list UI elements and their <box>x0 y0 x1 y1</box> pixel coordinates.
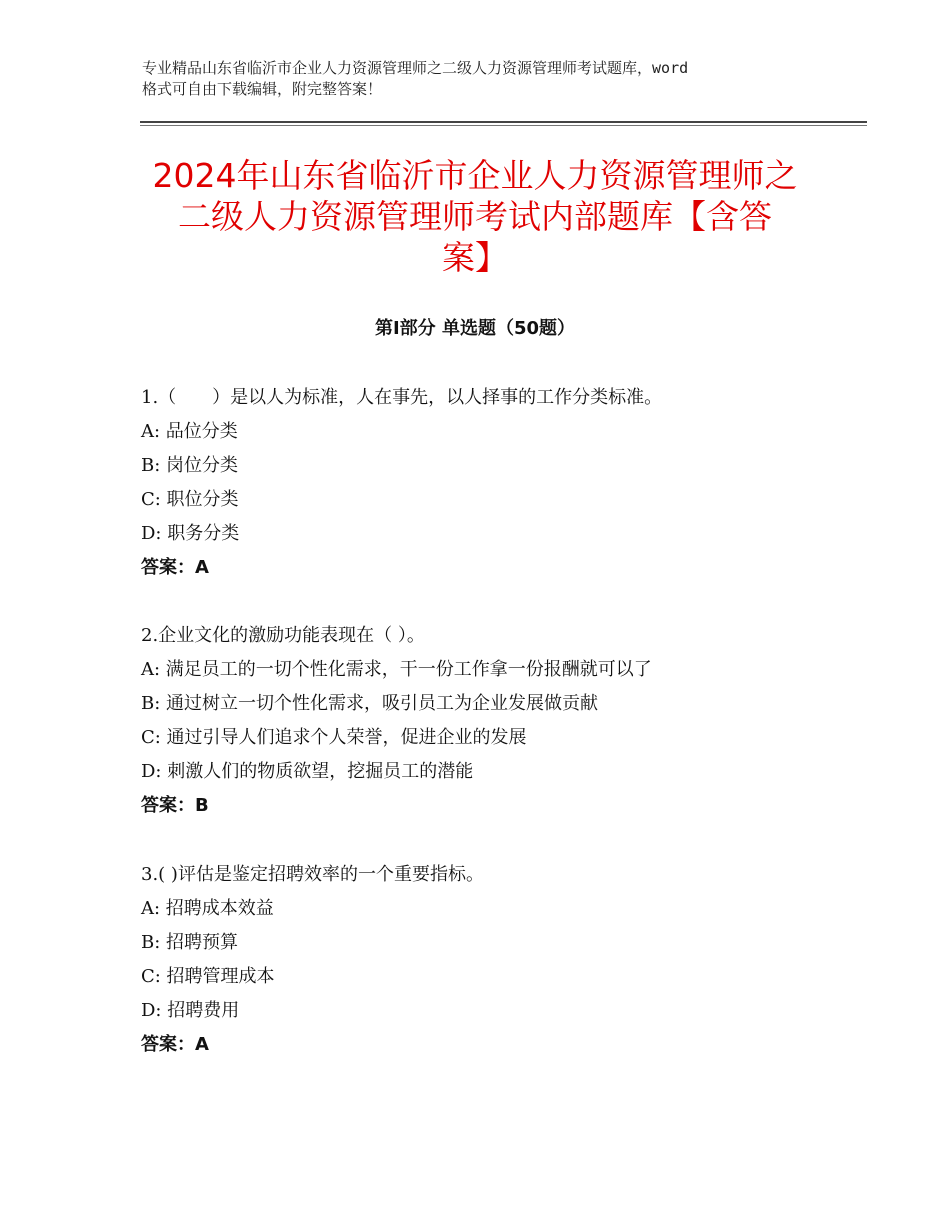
document-title <box>120 155 830 278</box>
option-a: A: 品位分类 <box>141 421 238 442</box>
question-1 <box>141 381 861 585</box>
question-stem: 3.( )评估是鉴定招聘效率的一个重要指标。 <box>141 864 484 885</box>
option-c: C: 招聘管理成本 <box>141 966 275 987</box>
answer: 答案：A <box>141 557 209 578</box>
title-line-1: 2024年山东省临沂市企业人力资源管理师之 <box>152 156 798 195</box>
header-note-line-1: 专业精品山东省临沂市企业人力资源管理师之二级人力资源管理师考试题库，word <box>142 59 689 77</box>
option-c: C: 通过引导人们追求个人荣誉，促进企业的发展 <box>141 727 527 748</box>
option-a: A: 满足员工的一切个性化需求，干一份工作拿一份报酬就可以了 <box>141 659 652 680</box>
question-2 <box>141 619 861 823</box>
option-b: B: 通过树立一切个性化需求，吸引员工为企业发展做贡献 <box>141 693 599 714</box>
option-a: A: 招聘成本效益 <box>141 898 274 919</box>
header-rule-thin <box>140 125 867 126</box>
option-d: D: 招聘费用 <box>141 1000 240 1021</box>
title-line-3: 案】 <box>442 238 508 277</box>
header-note-line-2: 格式可自由下载编辑，附完整答案！ <box>142 80 383 98</box>
question-stem: 2.企业文化的激励功能表现在（ ）。 <box>141 625 425 646</box>
option-d: D: 刺激人们的物质欲望，挖掘员工的潜能 <box>141 761 474 782</box>
header-note <box>142 58 832 100</box>
answer: 答案：B <box>141 795 209 816</box>
question-stem: 1.（ ）是以人为标准，人在事先，以人择事的工作分类标准。 <box>141 387 663 408</box>
option-b: B: 岗位分类 <box>141 455 239 476</box>
section-title: 第Ⅰ部分 单选题（50题） <box>374 318 575 339</box>
question-3 <box>141 858 861 1062</box>
option-d: D: 职务分类 <box>141 523 240 544</box>
header-rule <box>140 121 867 123</box>
answer: 答案：A <box>141 1034 209 1055</box>
title-line-2: 二级人力资源管理师考试内部题库【含答 <box>178 197 772 236</box>
option-b: B: 招聘预算 <box>141 932 239 953</box>
option-c: C: 职位分类 <box>141 489 239 510</box>
